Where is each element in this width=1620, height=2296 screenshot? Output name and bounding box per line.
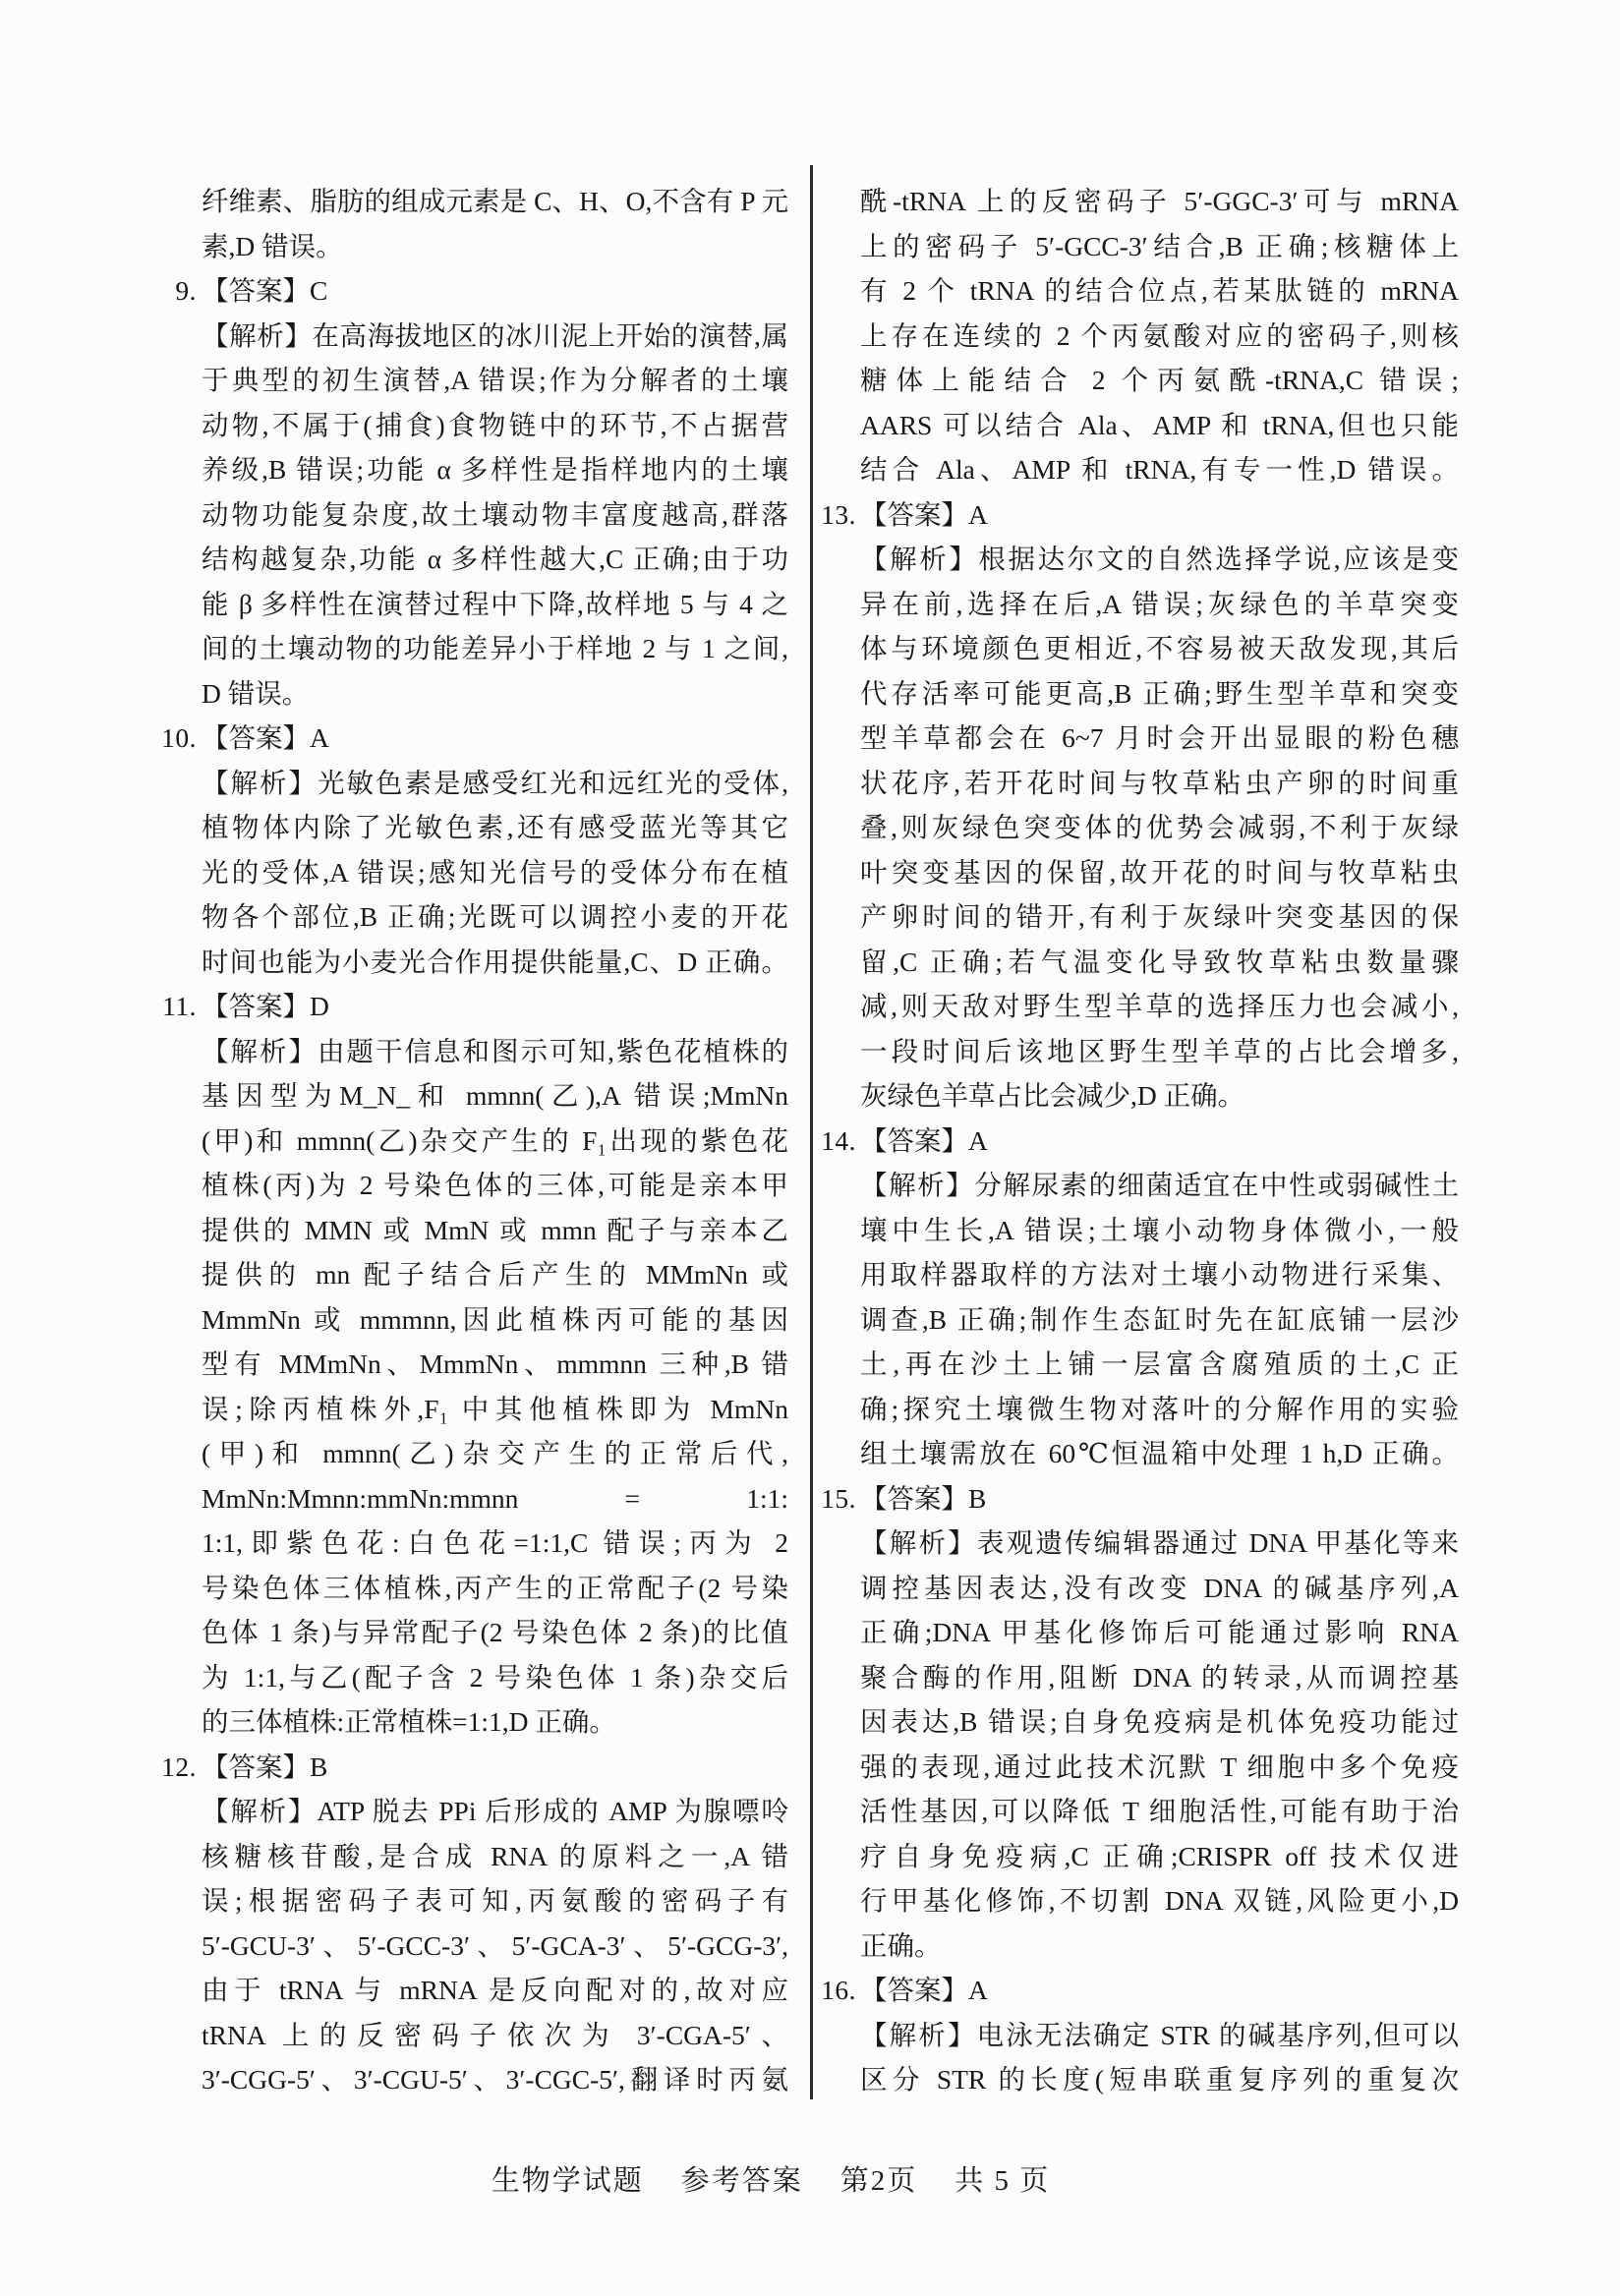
- text-line: [812, 1566, 1459, 1611]
- line-text: 结构越复杂,功能 α 多样性越大,C 正确;由于功: [202, 544, 788, 574]
- text-line: [149, 626, 788, 671]
- text-line: [812, 940, 1459, 985]
- answer-item-line: [812, 1968, 1459, 2013]
- answer-item-line: [812, 1119, 1459, 1164]
- line-text: 体与环境颜色更相近,不容易被天敌发现,其后: [860, 633, 1459, 663]
- line-text: 土,再在沙土上铺一层富含腐殖质的土,C 正: [860, 1349, 1459, 1379]
- line-text: 【答案】A: [860, 1975, 988, 2005]
- line-text: 【解析】分解尿素的细菌适宜在中性或弱碱性土: [860, 1170, 1459, 1200]
- text-line: [812, 1431, 1459, 1476]
- text-line: [149, 1699, 788, 1745]
- line-text: 减,则天敌对野生型羊草的选择压力也会减小,: [860, 991, 1459, 1021]
- line-text: 1:1,即紫色花:白色花=1:1,C 错误;丙为 2: [202, 1527, 788, 1558]
- item-number: 12.: [161, 1751, 197, 1782]
- answer-item-line: [149, 1745, 788, 1790]
- page-footer: [0, 2158, 1541, 2199]
- footer-doc-title: 生物学试题: [491, 2165, 644, 2197]
- text-line: [812, 358, 1459, 403]
- text-line: [149, 537, 788, 582]
- text-line: [149, 2057, 788, 2102]
- text-line: [149, 447, 788, 492]
- line-text: 因表达,B 错误;自身免疫病是机体免疫功能过: [860, 1706, 1459, 1737]
- text-line: [812, 314, 1459, 359]
- line-text: 光的受体,A 错误;感知光信号的受体分布在植: [202, 856, 788, 888]
- line-text: 【答案】B: [202, 1751, 328, 1782]
- line-text: 活性基因,可以降低 T 细胞活性,可能有助于治: [860, 1796, 1459, 1826]
- line-text: 【答案】A: [860, 1124, 988, 1156]
- text-line: [812, 716, 1459, 761]
- text-line: [812, 1699, 1459, 1745]
- line-text: 能 β 多样性在演替过程中下降,故样地 5 与 4 之: [202, 588, 788, 619]
- line-text: 【解析】表观遗传编辑器通过 DNA 甲基化等来: [860, 1527, 1459, 1558]
- line-text: 为 1:1,与乙(配子含 2 号染色体 1 条)杂交后: [202, 1661, 788, 1693]
- line-text: 强的表现,通过此技术沉默 T 细胞中多个免疫: [860, 1751, 1459, 1782]
- text-line: [149, 1521, 788, 1566]
- line-text: 状花序,若开花时间与牧草粘虫产卵的时间重: [860, 767, 1459, 798]
- line-text: 误;根据密码子表可知,丙氨酸的密码子有: [202, 1885, 788, 1916]
- line-text: 素,D 错误。: [202, 230, 343, 261]
- line-text: 【解析】电泳无法确定 STR 的碱基序列,但可以: [860, 2019, 1459, 2050]
- left-text-column: [149, 179, 788, 2102]
- footer-page-number: 第2页: [839, 2165, 918, 2197]
- text-line: [149, 671, 788, 717]
- line-text: 【答案】D: [202, 991, 329, 1021]
- text-line: [149, 1968, 788, 2013]
- line-text: 上存在连续的 2 个丙氨酸对应的密码子,则核: [860, 319, 1459, 351]
- text-line: [812, 1208, 1459, 1253]
- text-line: [149, 1387, 788, 1432]
- text-line: [812, 894, 1459, 940]
- line-text: 上的密码子 5′-GCC-3′结合,B 正确;核糖体上: [860, 230, 1459, 261]
- answer-item-line: [149, 716, 788, 761]
- item-number: 9.: [175, 275, 197, 306]
- text-line: [149, 1073, 788, 1119]
- text-line: [812, 1342, 1459, 1387]
- text-line: [812, 1923, 1459, 1969]
- line-text: 一段时间后该地区野生型羊草的占比会增多,: [860, 1035, 1459, 1066]
- text-line: [812, 1834, 1459, 1879]
- line-text: 区分 STR 的长度(短串联重复序列的重复次: [860, 2064, 1459, 2095]
- line-text: MmmNn 或 mmmnn,因此植株丙可能的基因: [202, 1303, 788, 1335]
- text-line: [812, 1789, 1459, 1834]
- right-text-column: [812, 179, 1459, 2102]
- answer-item-line: [812, 1476, 1459, 1521]
- text-line: [149, 761, 788, 806]
- text-line: [149, 1431, 788, 1476]
- line-text: 代存活率可能更高,B 正确;野生型羊草和突变: [860, 677, 1459, 709]
- line-text: 型羊草都会在 6~7 月时会开出显眼的粉色穗: [860, 722, 1459, 753]
- text-line: [149, 1163, 788, 1208]
- line-text: 间的土壤动物的功能差异小于样地 2 与 1 之间,: [202, 633, 788, 663]
- line-text: 有 2 个 tRNA 的结合位点,若某肽链的 mRNA: [860, 275, 1459, 306]
- line-text: 调查,B 正确;制作生态缸时先在缸底铺一层沙: [860, 1303, 1459, 1335]
- line-text: 留,C 正确;若气温变化导致牧草粘虫数量骤: [860, 946, 1459, 977]
- text-line: [149, 1252, 788, 1297]
- text-line: [149, 1923, 788, 1969]
- line-text: 由于 tRNA 与 mRNA 是反向配对的,故对应: [202, 1975, 788, 2005]
- line-text: 【解析】光敏色素是感受红光和远红光的受体,: [202, 767, 788, 798]
- text-line: [149, 492, 788, 538]
- text-line: [812, 671, 1459, 717]
- text-line: [149, 1566, 788, 1611]
- line-text: 核糖核苷酸,是合成 RNA 的原料之一,A 错: [202, 1840, 788, 1871]
- text-line: [812, 1252, 1459, 1297]
- line-text: 确;探究土壤微生物对落叶的分解作用的实验: [860, 1393, 1459, 1424]
- item-number: 11.: [162, 991, 197, 1021]
- text-line: [149, 805, 788, 850]
- text-line: [812, 1297, 1459, 1343]
- text-line: [812, 2057, 1459, 2102]
- line-text: 糖体上能结合 2 个丙氨酰-tRNA,C 错误;: [860, 365, 1459, 395]
- text-line: [812, 403, 1459, 448]
- line-text: 调控基因表达,没有改变 DNA 的碱基序列,A: [860, 1572, 1459, 1603]
- text-line: [812, 1521, 1459, 1566]
- text-line: [149, 850, 788, 895]
- line-text: MmNn:Mmnn:mmNn:mmnn = 1:1:: [202, 1482, 788, 1514]
- line-text: 正确;DNA 甲基化修饰后可能通过影响 RNA: [860, 1617, 1459, 1647]
- text-line: [812, 1610, 1459, 1655]
- text-line: [812, 1073, 1459, 1119]
- answer-item-line: [149, 984, 788, 1029]
- text-line: [812, 761, 1459, 806]
- text-line: [812, 1878, 1459, 1923]
- item-number: 15.: [821, 1482, 856, 1514]
- line-text: 疗自身免疫病,C 正确;CRISPR off 技术仅进: [860, 1840, 1459, 1871]
- text-line: [149, 1789, 788, 1834]
- item-number: 10.: [161, 722, 197, 753]
- text-line: [149, 1342, 788, 1387]
- text-line: [812, 1163, 1459, 1208]
- line-text: 聚合酶的作用,阻断 DNA 的转录,从而调控基: [860, 1661, 1459, 1693]
- text-line: [149, 2013, 788, 2058]
- text-line: [149, 224, 788, 269]
- text-line: [149, 582, 788, 627]
- text-line: [149, 1834, 788, 1879]
- text-line: [149, 894, 788, 940]
- text-line: [812, 805, 1459, 850]
- text-line: [149, 940, 788, 985]
- text-line: [149, 1655, 788, 1700]
- line-text: 【解析】根据达尔文的自然选择学说,应该是变: [860, 544, 1459, 574]
- line-text: 植物体内除了光敏色素,还有感受蓝光等其它: [202, 812, 788, 842]
- line-text: 3′-CGG-5′、3′-CGU-5′、3′-CGC-5′,翻译时丙氨: [202, 2064, 788, 2095]
- text-line: [812, 1029, 1459, 1074]
- line-text: 提供的 mn 配子结合后产生的 MMmNn 或: [202, 1259, 788, 1290]
- line-text: (甲)和 mmnn(乙)杂交产生的 F₁出现的紫色花: [202, 1124, 788, 1156]
- text-line: [149, 1476, 788, 1521]
- footer-page-total: 共 5 页: [955, 2165, 1051, 2197]
- line-text: 【答案】C: [202, 275, 328, 306]
- line-text: (甲)和 mmnn(乙)杂交产生的正常后代,: [202, 1438, 788, 1468]
- text-line: [149, 179, 788, 224]
- line-text: 酰-tRNA 上的反密码子 5′-GGC-3′可与 mRNA: [860, 186, 1459, 216]
- text-line: [149, 1119, 788, 1164]
- line-text: 叠,则灰绿色突变体的优势会减弱,不利于灰绿: [860, 812, 1459, 842]
- text-line: [149, 1610, 788, 1655]
- text-line: [812, 582, 1459, 627]
- line-text: tRNA 上的反密码子依次为 3′-CGA-5′、: [202, 2019, 788, 2050]
- text-line: [812, 850, 1459, 895]
- footer-doc-subtitle: 参考答案: [680, 2165, 803, 2197]
- line-text: 号染色体三体植株,丙产生的正常配子(2 号染: [202, 1572, 788, 1603]
- line-text: 【解析】由题干信息和图示可知,紫色花植株的: [202, 1035, 788, 1066]
- text-line: [812, 268, 1459, 314]
- text-line: [149, 1297, 788, 1343]
- line-text: 5′-GCU-3′、5′-GCC-3′、5′-GCA-3′、5′-GCG-3′,: [202, 1929, 788, 1961]
- line-text: 动物,不属于(捕食)食物链中的环节,不占据营: [202, 409, 788, 440]
- text-line: [812, 1387, 1459, 1432]
- text-line: [149, 1029, 788, 1074]
- line-text: 壤中生长,A 错误;土壤小动物身体微小,一般: [860, 1214, 1459, 1245]
- line-text: 【答案】A: [202, 722, 329, 753]
- text-line: [812, 537, 1459, 582]
- line-text: 养级,B 错误;功能 α 多样性是指样地内的土壤: [202, 454, 788, 485]
- text-line: [149, 358, 788, 403]
- line-text: 用取样器取样的方法对土壤小动物进行采集、: [860, 1259, 1459, 1290]
- line-text: 色体 1 条)与异常配子(2 号染色体 2 条)的比值: [202, 1617, 788, 1647]
- line-text: 产卵时间的错开,有利于灰绿叶突变基因的保: [860, 901, 1459, 932]
- line-text: 正确。: [860, 1929, 942, 1961]
- text-line: [812, 2013, 1459, 2058]
- text-line: [149, 403, 788, 448]
- text-line: [149, 1878, 788, 1923]
- line-text: 【解析】在高海拔地区的冰川泥上开始的演替,属: [202, 319, 788, 351]
- line-text: 型有 MMmNn、MmmNn、mmmnn 三种,B 错: [202, 1349, 788, 1379]
- line-text: 动物功能复杂度,故土壤动物丰富度越高,群落: [202, 498, 788, 530]
- line-text: 误;除丙植株外,F₁ 中其他植株即为 MmNn: [202, 1393, 788, 1424]
- line-text: 植株(丙)为 2 号染色体的三体,可能是亲本甲: [202, 1170, 788, 1200]
- line-text: 【解析】ATP 脱去 PPi 后形成的 AMP 为腺嘌呤: [202, 1796, 788, 1826]
- item-number: 13.: [821, 498, 856, 530]
- text-line: [812, 984, 1459, 1029]
- line-text: 行甲基化修饰,不切割 DNA 双链,风险更小,D: [860, 1885, 1459, 1916]
- line-text: 结合 Ala、AMP 和 tRNA,有专一性,D 错误。: [860, 454, 1459, 485]
- line-text: 叶突变基因的保留,故开花的时间与牧草粘虫: [860, 856, 1459, 888]
- line-text: 基因型为M_N_和 mmnn(乙),A 错误;MmNn: [202, 1080, 788, 1111]
- line-text: D 错误。: [202, 677, 310, 709]
- item-number: 16.: [821, 1975, 856, 2005]
- text-line: [812, 1655, 1459, 1700]
- answer-item-line: [149, 268, 788, 314]
- text-line: [149, 1208, 788, 1253]
- line-text: 物各个部位,B 正确;光既可以调控小麦的开花: [202, 901, 788, 932]
- line-text: 【答案】B: [860, 1482, 987, 1514]
- text-line: [812, 1745, 1459, 1790]
- line-text: 灰绿色羊草占比会减少,D 正确。: [860, 1080, 1245, 1111]
- item-number: 14.: [821, 1124, 856, 1156]
- text-line: [149, 314, 788, 359]
- line-text: 于典型的初生演替,A 错误;作为分解者的土壤: [202, 365, 788, 395]
- line-text: 提供的 MMN 或 MmN 或 mmn 配子与亲本乙: [202, 1214, 788, 1245]
- line-text: 异在前,选择在后,A 错误;灰绿色的羊草突变: [860, 588, 1459, 619]
- line-text: 的三体植株:正常植株=1:1,D 正确。: [202, 1706, 616, 1737]
- text-line: [812, 626, 1459, 671]
- line-text: 纤维素、脂肪的组成元素是 C、H、O,不含有 P 元: [202, 186, 788, 216]
- text-line: [812, 179, 1459, 224]
- line-text: 时间也能为小麦光合作用提供能量,C、D 正确。: [202, 946, 788, 977]
- line-text: AARS 可以结合 Ala、AMP 和 tRNA,但也只能: [860, 409, 1459, 440]
- line-text: 组土壤需放在 60℃恒温箱中处理 1 h,D 正确。: [860, 1438, 1459, 1468]
- answer-item-line: [812, 492, 1459, 538]
- text-line: [812, 447, 1459, 492]
- line-text: 【答案】A: [860, 498, 988, 530]
- text-line: [812, 224, 1459, 269]
